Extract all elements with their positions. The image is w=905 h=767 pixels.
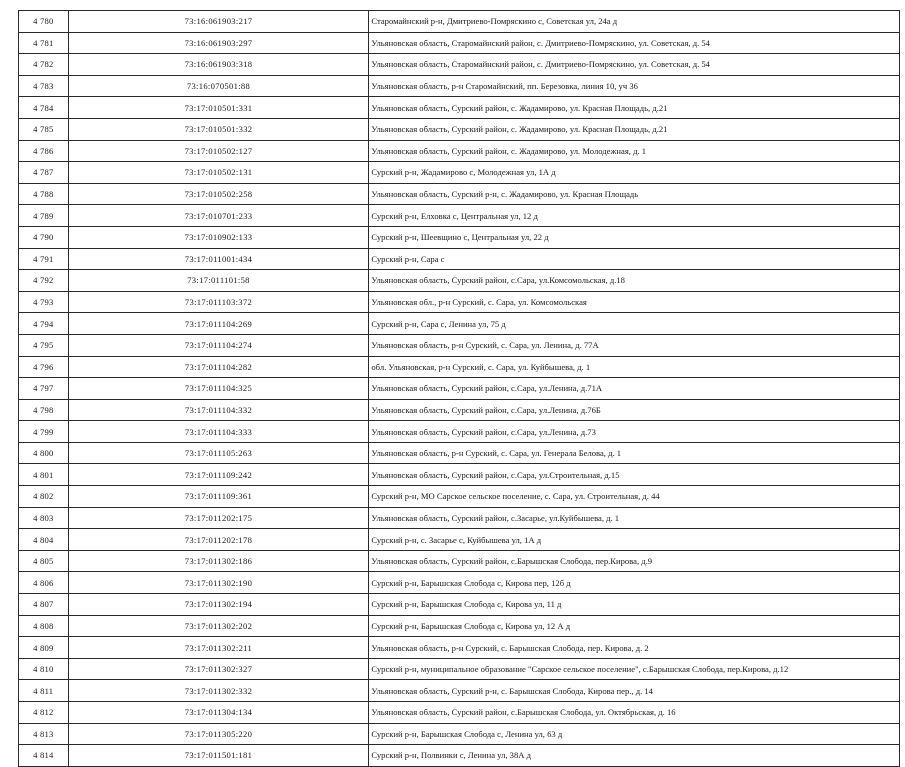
table-row bbox=[19, 550, 900, 572]
cadastral-number-cell: 73:17:011105:263 bbox=[68, 442, 369, 464]
table-row bbox=[19, 334, 900, 356]
address-cell: Ульяновская область, Сурский р-н, с. Барышская Слобода, Кирова пер., д. 14 bbox=[369, 680, 900, 702]
address-cell: Ульяновская область, Сурский район, с.Сара, ул.Строительная, д.15 bbox=[369, 464, 900, 486]
row-number-cell: 4 791 bbox=[19, 248, 69, 270]
table-row bbox=[19, 54, 900, 76]
address-cell: обл. Ульяновская, р-н Сурский, с. Сара, ул. Куйбышева, д. 1 bbox=[369, 356, 900, 378]
row-number-cell: 4 799 bbox=[19, 421, 69, 443]
cadastral-number-cell: 73:17:011302:202 bbox=[68, 615, 369, 637]
cadastral-number-cell: 73:16:061903:318 bbox=[68, 54, 369, 76]
row-number-cell: 4 796 bbox=[19, 356, 69, 378]
row-number-cell: 4 809 bbox=[19, 637, 69, 659]
row-number-cell: 4 780 bbox=[19, 11, 69, 33]
table-row bbox=[19, 442, 900, 464]
row-number-cell: 4 784 bbox=[19, 97, 69, 119]
cadastral-number-cell: 73:17:011302:211 bbox=[68, 637, 369, 659]
address-cell: Сурский р-н, Жадамирово с, Молодежная ул, 1А д bbox=[369, 162, 900, 184]
address-cell: Ульяновская область, Сурский район, с.Сара, ул.Ленина, д.76Б bbox=[369, 399, 900, 421]
row-number-cell: 4 806 bbox=[19, 572, 69, 594]
row-number-cell: 4 795 bbox=[19, 334, 69, 356]
address-cell: Ульяновская область, Старомайнский район, с. Дмитриево-Помряскино, ул. Советская, д. 54 bbox=[369, 54, 900, 76]
cadastral-number-cell: 73:17:011109:242 bbox=[68, 464, 369, 486]
table-row bbox=[19, 226, 900, 248]
registry-table-body bbox=[19, 11, 900, 767]
table-row bbox=[19, 162, 900, 184]
address-cell: Сурский р-н, МО Сарское сельское поселение, с. Сара, ул. Строительная, д. 44 bbox=[369, 486, 900, 508]
table-row bbox=[19, 507, 900, 529]
cadastral-number-cell: 73:17:010501:331 bbox=[68, 97, 369, 119]
row-number-cell: 4 804 bbox=[19, 529, 69, 551]
row-number-cell: 4 792 bbox=[19, 270, 69, 292]
table-row bbox=[19, 745, 900, 767]
cadastral-number-cell: 73:17:011104:274 bbox=[68, 334, 369, 356]
row-number-cell: 4 793 bbox=[19, 291, 69, 313]
row-number-cell: 4 786 bbox=[19, 140, 69, 162]
address-cell: Ульяновская область, р-н Сурский, с. Сара, ул. Генерала Белова, д. 1 bbox=[369, 442, 900, 464]
address-cell: Сурский р-н, Полвинки с, Ленина ул, 38А д bbox=[369, 745, 900, 767]
row-number-cell: 4 803 bbox=[19, 507, 69, 529]
address-cell: Ульяновская область, Сурский район, с.Сара, ул.Комсомольская, д.18 bbox=[369, 270, 900, 292]
address-cell: Ульяновская область, Сурский район, с. Жадамирово, ул. Молодежная, д. 1 bbox=[369, 140, 900, 162]
cadastral-number-cell: 73:17:011202:175 bbox=[68, 507, 369, 529]
table-row bbox=[19, 75, 900, 97]
cadastral-number-cell: 73:17:011501:181 bbox=[68, 745, 369, 767]
address-cell: Ульяновская область, Сурский район, с.Барышская Слобода, пер.Кирова, д.9 bbox=[369, 550, 900, 572]
table-row bbox=[19, 680, 900, 702]
property-registry-table bbox=[18, 10, 900, 767]
table-row bbox=[19, 313, 900, 335]
table-row bbox=[19, 702, 900, 724]
table-row bbox=[19, 486, 900, 508]
cadastral-number-cell: 73:17:011202:178 bbox=[68, 529, 369, 551]
row-number-cell: 4 798 bbox=[19, 399, 69, 421]
address-cell: Ульяновская область, Сурский р-н, с. Жадамирово, ул. Красная Площадь bbox=[369, 183, 900, 205]
cadastral-number-cell: 73:17:010501:332 bbox=[68, 118, 369, 140]
cadastral-number-cell: 73:17:011104:269 bbox=[68, 313, 369, 335]
table-row bbox=[19, 615, 900, 637]
cadastral-number-cell: 73:17:011302:186 bbox=[68, 550, 369, 572]
table-row bbox=[19, 118, 900, 140]
address-cell: Ульяновская область, Старомайнский район, с. Дмитриево-Помряскино, ул. Советская, д. 54 bbox=[369, 32, 900, 54]
table-row bbox=[19, 421, 900, 443]
address-cell: Сурский р-н, Барышская Слобода с, Кирова пер, 12б д bbox=[369, 572, 900, 594]
cadastral-number-cell: 73:17:011304:134 bbox=[68, 702, 369, 724]
address-cell: Ульяновская область, Сурский район, с.Сара, ул.Ленина, д.71А bbox=[369, 378, 900, 400]
row-number-cell: 4 801 bbox=[19, 464, 69, 486]
cadastral-number-cell: 73:17:011104:333 bbox=[68, 421, 369, 443]
row-number-cell: 4 813 bbox=[19, 723, 69, 745]
row-number-cell: 4 789 bbox=[19, 205, 69, 227]
cadastral-number-cell: 73:17:010502:131 bbox=[68, 162, 369, 184]
cadastral-number-cell: 73:17:010502:258 bbox=[68, 183, 369, 205]
table-row bbox=[19, 378, 900, 400]
cadastral-number-cell: 73:17:011302:332 bbox=[68, 680, 369, 702]
table-row bbox=[19, 270, 900, 292]
address-cell: Ульяновская область, р-н Сурский, с. Барышская Слобода, пер. Кирова, д. 2 bbox=[369, 637, 900, 659]
cadastral-number-cell: 73:17:011104:282 bbox=[68, 356, 369, 378]
row-number-cell: 4 812 bbox=[19, 702, 69, 724]
address-cell: Сурский р-н, Барышская Слобода с, Кирова ул, 11 д bbox=[369, 594, 900, 616]
table-row bbox=[19, 183, 900, 205]
table-row bbox=[19, 140, 900, 162]
cadastral-number-cell: 73:17:011302:190 bbox=[68, 572, 369, 594]
cadastral-number-cell: 73:16:061903:297 bbox=[68, 32, 369, 54]
address-cell: Ульяновская область, Сурский район, с. Жадамирово, ул. Красная Площадь, д.21 bbox=[369, 118, 900, 140]
table-row bbox=[19, 399, 900, 421]
row-number-cell: 4 794 bbox=[19, 313, 69, 335]
cadastral-number-cell: 73:17:010902:133 bbox=[68, 226, 369, 248]
table-row bbox=[19, 594, 900, 616]
table-row bbox=[19, 572, 900, 594]
table-row bbox=[19, 529, 900, 551]
table-row bbox=[19, 291, 900, 313]
table-row bbox=[19, 356, 900, 378]
cadastral-number-cell: 73:17:011104:332 bbox=[68, 399, 369, 421]
table-row bbox=[19, 205, 900, 227]
address-cell: Ульяновская область, Сурский район, с.Барышская Слобода, ул. Октябрьская, д. 16 bbox=[369, 702, 900, 724]
table-row bbox=[19, 32, 900, 54]
address-cell: Сурский р-н, муниципальное образование "Сарское сельское поселение", с.Барышская Слобода, пер.Кирова, д.12 bbox=[369, 658, 900, 680]
address-cell: Сурский р-н, Сара с, Ленина ул, 75 д bbox=[369, 313, 900, 335]
row-number-cell: 4 808 bbox=[19, 615, 69, 637]
table-row bbox=[19, 97, 900, 119]
cadastral-number-cell: 73:17:011302:194 bbox=[68, 594, 369, 616]
row-number-cell: 4 790 bbox=[19, 226, 69, 248]
cadastral-number-cell: 73:17:011001:434 bbox=[68, 248, 369, 270]
table-row bbox=[19, 464, 900, 486]
row-number-cell: 4 800 bbox=[19, 442, 69, 464]
row-number-cell: 4 805 bbox=[19, 550, 69, 572]
address-cell: Ульяновская область, Сурский район, с. Жадамирово, ул. Красная Площадь, д.21 bbox=[369, 97, 900, 119]
address-cell: Сурский р-н, Сара с bbox=[369, 248, 900, 270]
address-cell: Сурский р-н, с. Засарье с, Куйбышева ул, 1А д bbox=[369, 529, 900, 551]
row-number-cell: 4 785 bbox=[19, 118, 69, 140]
row-number-cell: 4 783 bbox=[19, 75, 69, 97]
cadastral-number-cell: 73:17:011104:325 bbox=[68, 378, 369, 400]
address-cell: Сурский р-н, Барышская Слобода с, Кирова ул, 12 А д bbox=[369, 615, 900, 637]
cadastral-number-cell: 73:17:011101:58 bbox=[68, 270, 369, 292]
cadastral-number-cell: 73:17:010502:127 bbox=[68, 140, 369, 162]
address-cell: Ульяновская область, Сурский район, с.Засарье, ул.Куйбышева, д. 1 bbox=[369, 507, 900, 529]
row-number-cell: 4 814 bbox=[19, 745, 69, 767]
address-cell: Сурский р-н, Барышская Слобода с, Ленина ул, 63 д bbox=[369, 723, 900, 745]
address-cell: Сурский р-н, Шеевщино с, Центральная ул, 22 д bbox=[369, 226, 900, 248]
row-number-cell: 4 782 bbox=[19, 54, 69, 76]
address-cell: Старомайнский р-н, Дмитриево-Помряскино с, Советская ул, 24а д bbox=[369, 11, 900, 33]
cadastral-number-cell: 73:17:011305:220 bbox=[68, 723, 369, 745]
row-number-cell: 4 802 bbox=[19, 486, 69, 508]
cadastral-number-cell: 73:17:011109:361 bbox=[68, 486, 369, 508]
cadastral-number-cell: 73:17:011103:372 bbox=[68, 291, 369, 313]
row-number-cell: 4 807 bbox=[19, 594, 69, 616]
row-number-cell: 4 811 bbox=[19, 680, 69, 702]
address-cell: Ульяновская область, р-н Старомайнский, пп. Березовка, линия 10, уч 36 bbox=[369, 75, 900, 97]
row-number-cell: 4 797 bbox=[19, 378, 69, 400]
cadastral-number-cell: 73:17:011302:327 bbox=[68, 658, 369, 680]
table-row bbox=[19, 658, 900, 680]
row-number-cell: 4 781 bbox=[19, 32, 69, 54]
table-row bbox=[19, 723, 900, 745]
cadastral-number-cell: 73:16:061903:217 bbox=[68, 11, 369, 33]
registry-sheet bbox=[18, 10, 900, 767]
address-cell: Сурский р-н, Елховка с, Центральная ул, 12 д bbox=[369, 205, 900, 227]
address-cell: Ульяновская область, р-н Сурский, с. Сара, ул. Ленина, д. 77А bbox=[369, 334, 900, 356]
cadastral-number-cell: 73:17:010701:233 bbox=[68, 205, 369, 227]
table-row bbox=[19, 248, 900, 270]
row-number-cell: 4 787 bbox=[19, 162, 69, 184]
table-row bbox=[19, 11, 900, 33]
address-cell: Ульяновская область, Сурский район, с.Сара, ул.Ленина, д.73 bbox=[369, 421, 900, 443]
row-number-cell: 4 810 bbox=[19, 658, 69, 680]
address-cell: Ульяновская обл., р-н Сурский, с. Сара, ул. Комсомольская bbox=[369, 291, 900, 313]
row-number-cell: 4 788 bbox=[19, 183, 69, 205]
cadastral-number-cell: 73:16:070501:88 bbox=[68, 75, 369, 97]
